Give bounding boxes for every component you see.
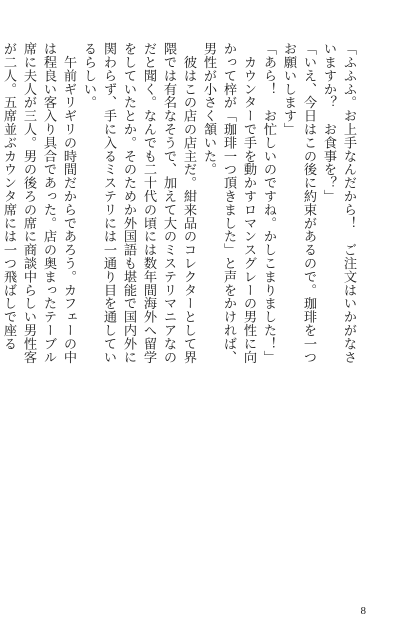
text-line: 「ふふふ。お上手なんだから！ ご注文はいかがなさ xyxy=(341,42,356,364)
text-line: だと聞く。なんでも二十代の頃には数年間海外へ留学 xyxy=(141,42,156,364)
text-line: が二人。五席並ぶカウンタ席には一つ飛ばしで座る xyxy=(1,42,16,351)
text-line: 彼はこの店の店主だ。紺来品のコレクターとして界 xyxy=(181,42,196,364)
text-line: 席に夫人が三人。男の後ろの席に商談中らしい男性客 xyxy=(21,42,36,364)
text-line: 関わらず、手に入るミステリには一通り目を通してい xyxy=(101,42,116,364)
text-line: かって梓が「珈琲一つ頂きました」と声をかければ、 xyxy=(221,42,236,364)
text-line: 午前ギリギリの時間だからであろう。カフェーの中 xyxy=(61,42,76,364)
text-line: 「あら！ お忙しいのですね。かしこまりました！」 xyxy=(261,42,276,364)
text-line: 「いえ、今日はこの後に約束があるので。珈琲を一つ xyxy=(301,42,316,364)
text-line: をしていたとか。そのためか外国語も堪能で国内外に xyxy=(121,42,136,364)
text-line: 隈では有名なそうで、加えて大のミステリマニアなの xyxy=(161,42,176,364)
text-line: カウンターで手を動かすロマンスグレーの男性に向 xyxy=(241,42,256,364)
text-line: るらしい。 xyxy=(81,42,96,109)
body-text xyxy=(0,42,358,564)
text-line: 男性が小さく頷いた。 xyxy=(201,42,216,176)
text-line: いますか？ お食事を？」 xyxy=(321,42,336,203)
page-number: 8 xyxy=(360,605,366,617)
text-line: は程良い客入り具合であった。店の奥まったテーブル xyxy=(41,42,56,364)
text-line: お願いします」 xyxy=(281,42,296,136)
